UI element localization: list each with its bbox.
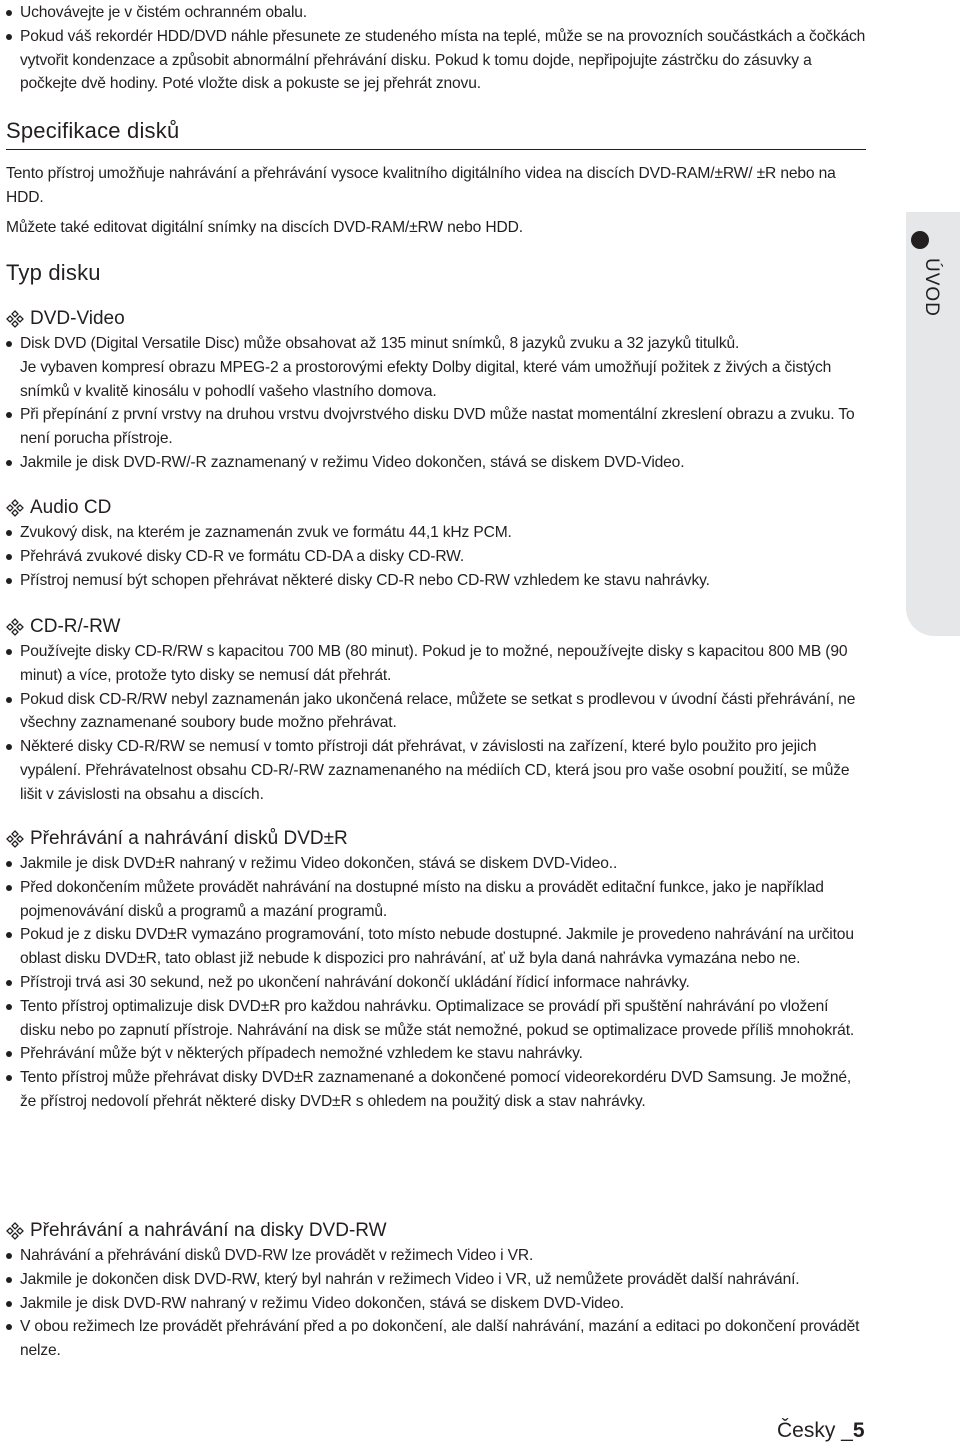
list-item: Při přepínání z první vrstvy na druhou vrstvu dvojvrstvého disku DVD může nastat momentální zkreslení obrazu a zvuku. To není porucha přístroje. [6,403,868,451]
subsection-dvd-rw [6,1218,868,1363]
list-item: Disk DVD (Digital Versatile Disc) může obsahovat až 135 minut snímků, 8 jazyků zvuku a 32 jazyků titulků. [6,332,868,356]
page-number-value: 5 [852,1419,865,1442]
list-item: Nahrávání a přehrávání disků DVD-RW lze provádět v režimech Video i VR. [6,1244,868,1268]
list-item: Jakmile je disk DVD-RW nahraný v režimu Video dokončen, stává se diskem DVD-Video. [6,1292,868,1316]
diamond-bullet-icon [6,1222,24,1240]
subsection-title [6,826,868,852]
list-item: Zvukový disk, na kterém je zaznamenán zvuk ve formátu 44,1 kHz PCM. [6,521,868,545]
subsection-title-text: Přehrávání a nahrávání na disky DVD-RW [30,1220,387,1241]
chapter-tab-label: ÚVOD [921,258,942,317]
list-item: Jakmile je dokončen disk DVD-RW, který byl nahrán v režimech Video i VR, už nemůžete provádět další nahrávání. [6,1268,868,1292]
list-item: Uchovávejte je v čistém ochranném obalu. [6,1,868,25]
subsection-title [6,495,868,521]
list-item: Tento přístroj optimalizuje disk DVD±R pro každou nahrávku. Optimalizace se provádí při spuštění nahrávání po vložení disku nebo po zapnutí přístroje. Nahrávání na disk se může stát nemožné, pokud se optimalizace provede příliš mnohokrát. [6,995,868,1043]
list-item: Používejte disky CD-R/RW s kapacitou 700 MB (80 minut). Pokud je to možné, nepoužívejte disky s kapacitou 800 MB (90 minut) a více, protože tyto disky se nemusí dát přehrát. [6,640,868,688]
subsection-dvd-video [6,306,868,475]
subsection-dvd-plus-minus-r [6,826,868,1114]
list-item: Pokud disk CD-R/RW nebyl zaznamenán jako ukončená relace, můžete se setkat s prodlevou v úvodní části přehrávání, ne všechny zaznamenané soubory bude možno přehrávat. [6,688,868,736]
chapter-tab-dot [911,231,929,249]
cd-r-rw-list [6,640,868,807]
section-title: Specifikace disků [6,118,180,143]
list-item: Pokud váš rekordér HDD/DVD náhle přesunete ze studeného místa na teplé, může se na provozních součástkách a čočkách vytvořit kondenzace a způsobit abnormální přehrávání disku. Pokud k tomu dojde, nepřipojujte zástrčku do zásuvky a počkejte dvě hodiny. Poté vložte disk a pokuste se jej přehrát znovu. [6,25,868,96]
diamond-bullet-icon [6,618,24,636]
diamond-bullet-icon [6,310,24,328]
list-item: Přehrávání může být v některých případech nemožné vzhledem ke stavu nahrávky. [6,1042,868,1066]
diamond-bullet-icon [6,830,24,848]
list-item: Přístroji trvá asi 30 sekund, než po ukončení nahrávání dokončí ukládání řídicí informace nahrávky. [6,971,868,995]
list-item: Některé disky CD-R/RW se nemusí v tomto přístroji dát přehrávat, v závislosti na zařízení, které bylo použito pro jejich vypálení. Přehrávatelnost obsahu CD-R/-RW zaznamenaného na médiích CD, která jsou pro vaše osobní použití, se může lišit v závislosti na obsahu a discích. [6,735,868,806]
dvd-video-list-2 [6,403,868,474]
list-item: V obou režimech lze provádět přehrávání před a po dokončení, ale další nahrávání, mazání a editaci po dokončení provádět nelze. [6,1315,868,1363]
page-number [777,1419,865,1443]
subsection-title [6,306,868,332]
subsection-audio-cd [6,495,868,592]
diamond-bullet-icon [6,499,24,517]
dvd-rw-list [6,1244,868,1363]
subsection-title-text: DVD-Video [30,308,125,329]
dvd-r-list [6,852,868,1114]
subsection-title [6,1218,868,1244]
section-title-typ-disku: Typ disku [6,260,101,285]
list-item: Před dokončením můžete provádět nahrávání na dostupné místo na disku a provádět editační funkce, jako je například pojmenovávání disků a programů a mazání programů. [6,876,868,924]
section-header-specifikace [6,117,866,150]
subsection-title-text: Přehrávání a nahrávání disků DVD±R [30,828,348,849]
list-item: Jakmile je disk DVD±R nahraný v režimu Video dokončen, stává se diskem DVD-Video.. [6,852,868,876]
subsection-title [6,614,868,640]
intro-list [6,1,868,96]
list-item-continuation: Je vybaven kompresí obrazu MPEG-2 a prostorovými efekty Dolby digital, které vám umožňují požitek z živých a čistých snímků v kvalitě kinosálu v pohodlí vašeho vlastního domova. [20,358,832,400]
subsection-title-text: CD-R/-RW [30,616,121,637]
page-language: Česky _ [777,1419,853,1442]
subsection-cd-r-rw [6,614,868,807]
subsection-title-text: Audio CD [30,497,112,518]
list-item: Přístroj nemusí být schopen přehrávat některé disky CD-R nebo CD-RW vzhledem ke stavu nahrávky. [6,569,868,593]
list-item: Přehrává zvukové disky CD-R ve formátu CD-DA a disky CD-RW. [6,545,868,569]
audio-cd-list [6,521,868,592]
spec-paragraph-1: Tento přístroj umožňuje nahrávání a přehrávání vysoce kvalitního digitálního videa na discích DVD-RAM/±RW/ ±R nebo na HDD. [6,165,836,206]
list-item: Jakmile je disk DVD-RW/-R zaznamenaný v režimu Video dokončen, stává se diskem DVD-Video. [6,451,868,475]
list-item: Tento přístroj může přehrávat disky DVD±R zaznamenané a dokončené pomocí videorekordéru DVD Samsung. Je možné, že přístroj nedovolí přehrát některé disky DVD±R s ohledem na použitý disk a stav nahrávky. [6,1066,868,1114]
spec-paragraph-2: Můžete také editovat digitální snímky na discích DVD-RAM/±RW nebo HDD. [6,219,523,236]
dvd-video-list [6,332,868,356]
list-item: Pokud je z disku DVD±R vymazáno programování, toto místo nebude dostupné. Jakmile je provedeno nahrávání na určitou oblast disku DVD±R, tato oblast již nebude k dispozici pro nahrávání, ať už byla daná nahrávka vymazána nebo ne. [6,923,868,971]
